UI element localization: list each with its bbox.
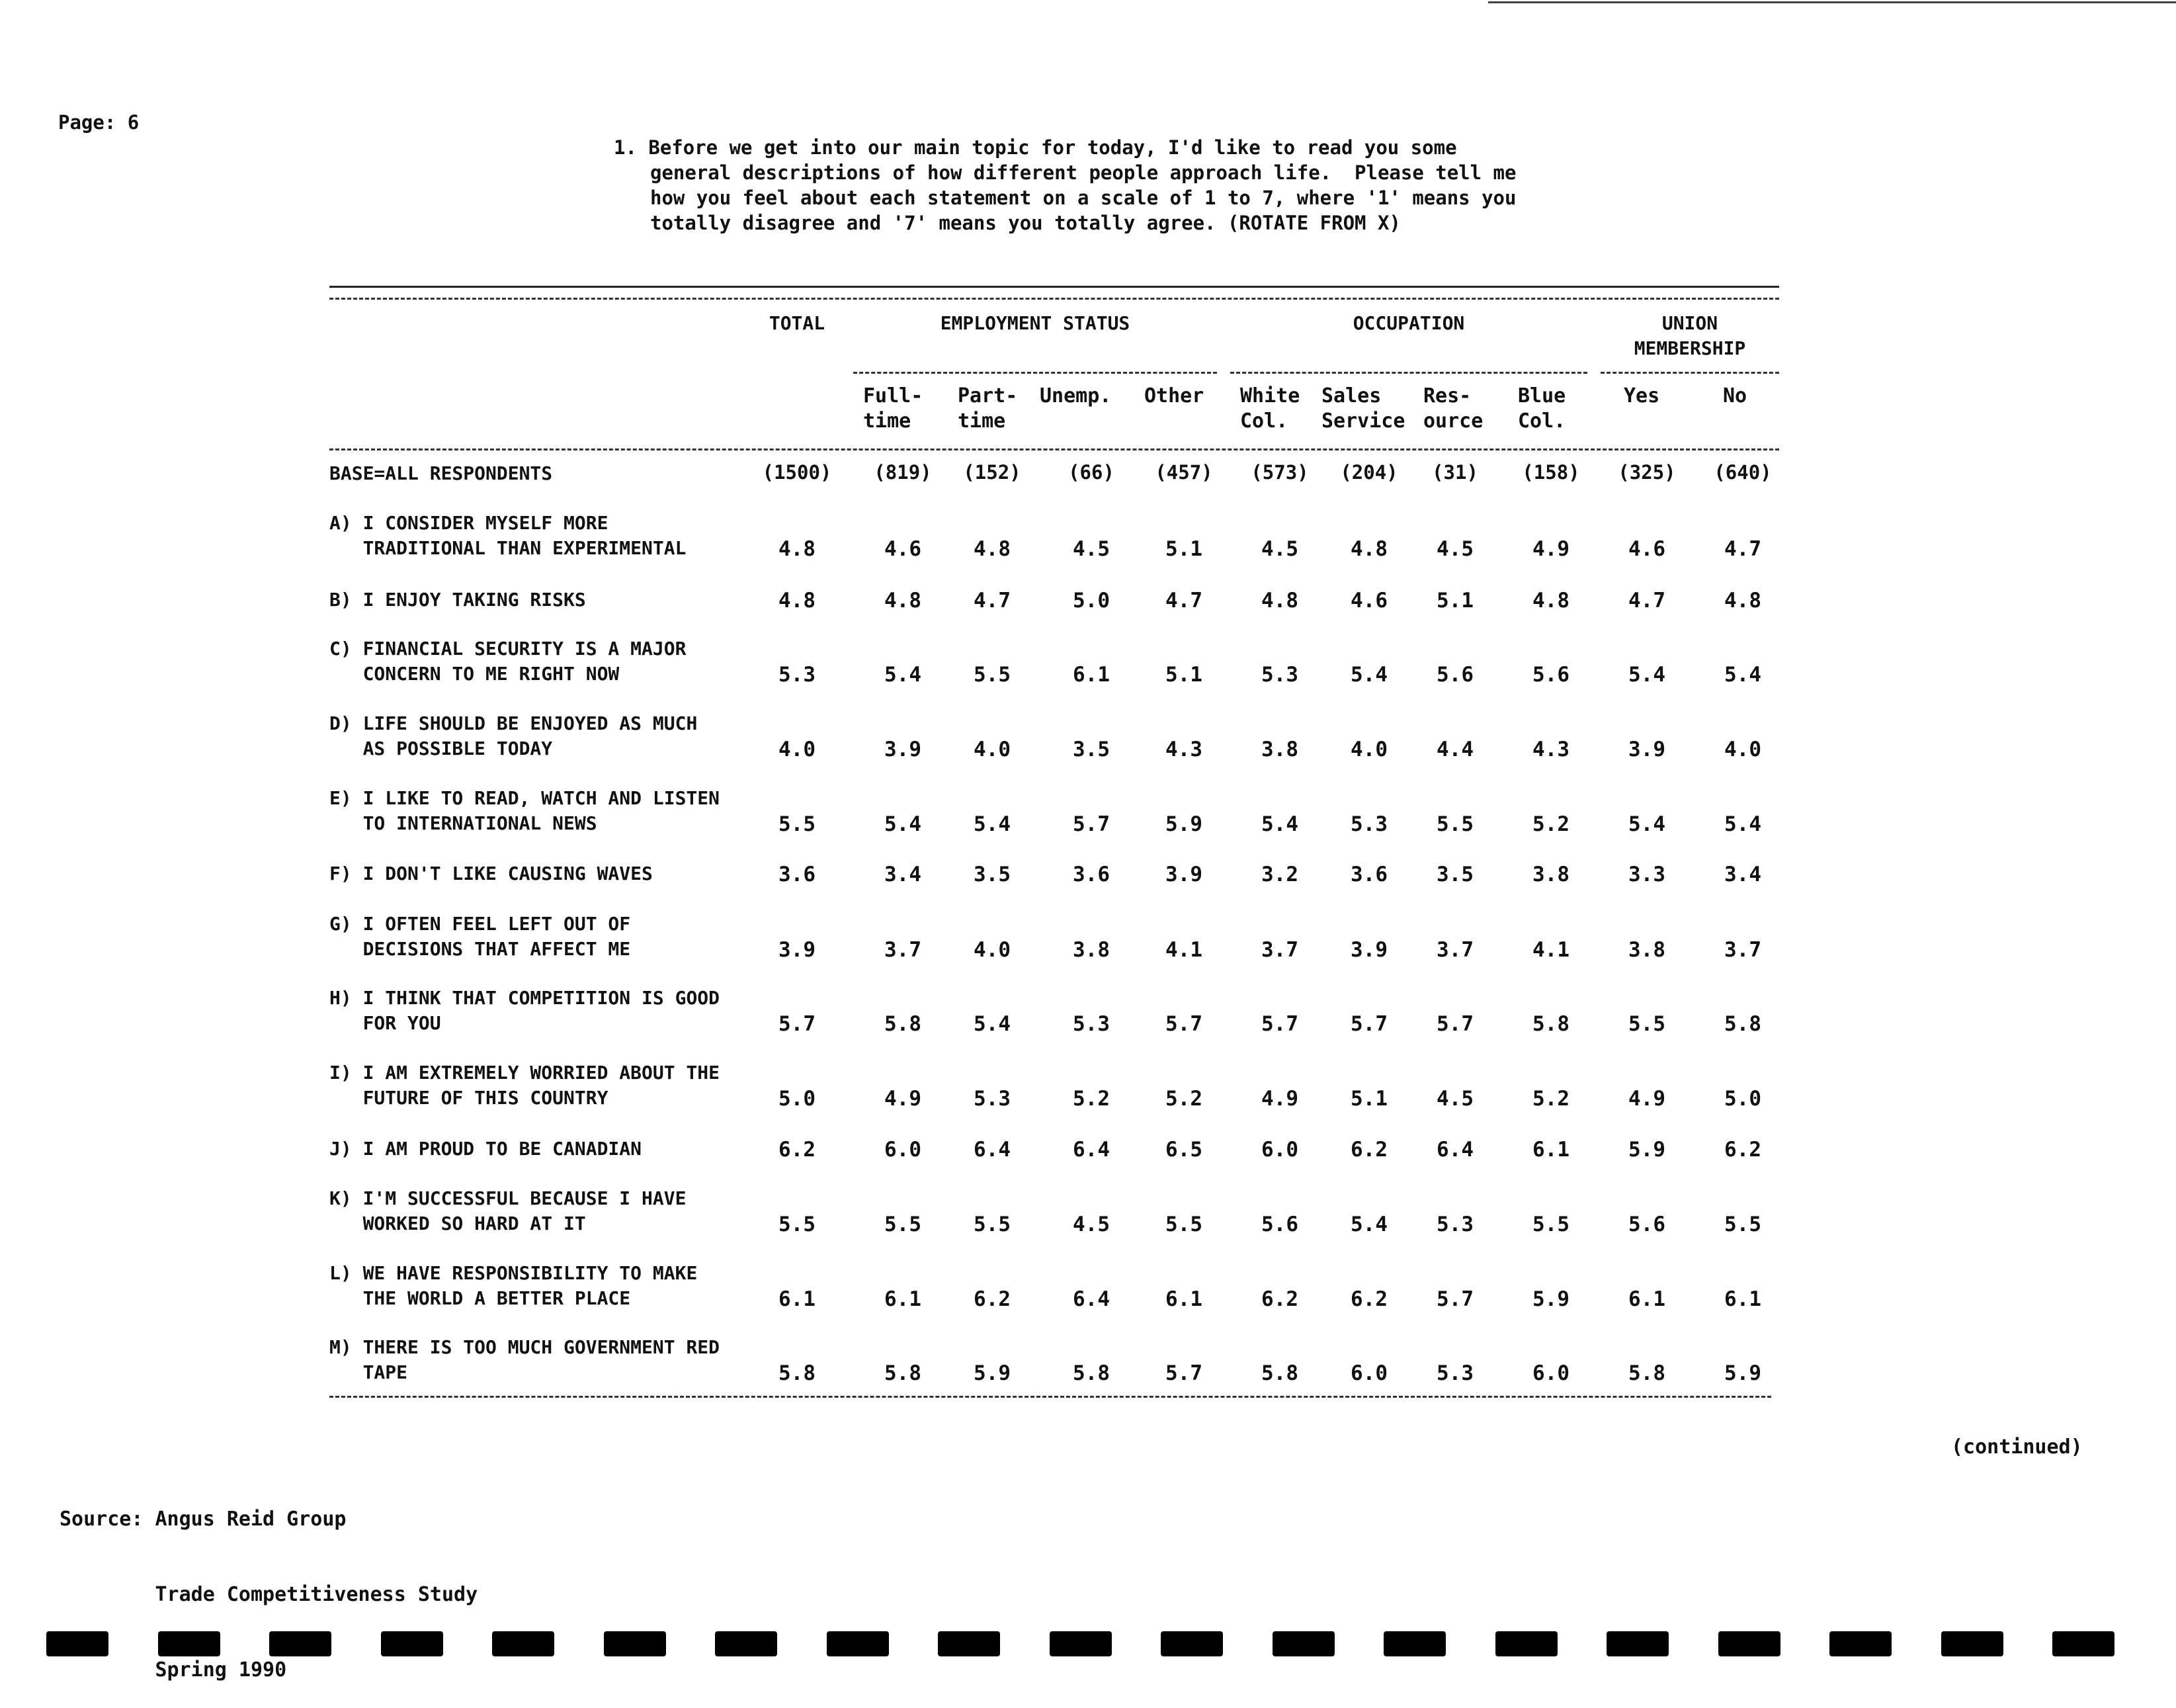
mean-score: 4.9 [1532, 537, 1569, 561]
mean-score: 3.7 [1261, 938, 1298, 962]
mean-score: 3.7 [1437, 938, 1474, 962]
mean-score: 5.2 [1532, 812, 1569, 836]
registration-mark [1829, 1631, 1892, 1656]
registration-mark [1161, 1631, 1223, 1656]
mean-score: 5.2 [1165, 1087, 1202, 1111]
mean-score: 5.7 [1437, 1287, 1474, 1311]
mean-score: 5.7 [1165, 1012, 1202, 1036]
mean-score: 5.7 [778, 1012, 816, 1036]
mean-score: 5.1 [1437, 589, 1474, 613]
occupation-underline [1230, 372, 1587, 374]
mean-score: 5.7 [1165, 1361, 1202, 1385]
mean-score: 5.1 [1351, 1087, 1388, 1111]
base-count: (152) [963, 461, 1021, 484]
mean-score: 5.5 [778, 1213, 816, 1236]
mean-score: 5.4 [1724, 812, 1761, 836]
mean-score: 5.8 [1532, 1012, 1569, 1036]
base-count: (31) [1432, 461, 1478, 484]
registration-mark [2052, 1631, 2114, 1656]
registration-mark [1495, 1631, 1558, 1656]
employment-underline [853, 372, 1217, 374]
mean-score: 3.9 [1628, 738, 1665, 761]
question-text [614, 135, 1573, 235]
mean-score: 4.9 [1628, 1087, 1665, 1111]
mean-score: 5.7 [1261, 1012, 1298, 1036]
source-note [60, 1457, 478, 1708]
mean-score: 6.2 [778, 1138, 816, 1162]
column-header: No [1723, 384, 1747, 407]
mean-score: 6.1 [1628, 1287, 1665, 1311]
mean-score: 5.6 [1532, 663, 1569, 687]
mean-score: 4.8 [1351, 537, 1388, 561]
mean-score: 3.9 [1165, 863, 1202, 886]
mean-score: 4.1 [1532, 938, 1569, 962]
registration-mark [1607, 1631, 1669, 1656]
column-header: Service [1321, 409, 1405, 433]
base-count: (819) [874, 461, 932, 484]
mean-score: 3.2 [1261, 863, 1298, 886]
registration-mark [1718, 1631, 1780, 1656]
column-header: White [1240, 384, 1300, 407]
mean-score: 6.1 [1165, 1287, 1202, 1311]
question-line: how you feel about each statement on a scale of 1 to 7, where '1' means you [650, 187, 1517, 209]
mean-score: 4.5 [1073, 1213, 1110, 1236]
registration-mark [381, 1631, 443, 1656]
mean-score: 6.4 [1437, 1138, 1474, 1162]
question-line: general descriptions of how different people approach life. Please tell me [650, 161, 1517, 184]
base-count: (457) [1155, 461, 1213, 484]
group-header-union [1601, 311, 1779, 361]
registration-mark [158, 1631, 220, 1656]
statement-label: E) I LIKE TO READ, WATCH AND LISTEN [329, 787, 720, 809]
mean-score: 3.7 [1724, 938, 1761, 962]
mean-score: 6.0 [1351, 1361, 1388, 1385]
base-label: BASE=ALL RESPONDENTS [329, 462, 553, 484]
group-header-union-line2: MEMBERSHIP [1634, 337, 1746, 359]
mean-score: 6.2 [1351, 1138, 1388, 1162]
column-header: Unemp. [1040, 384, 1112, 407]
mean-score: 5.5 [778, 812, 816, 836]
mean-score: 3.7 [884, 938, 921, 962]
mean-score: 4.6 [1628, 537, 1665, 561]
column-header: time [863, 409, 911, 433]
mean-score: 4.3 [1165, 738, 1202, 761]
mean-score: 4.4 [1437, 738, 1474, 761]
column-header: Yes [1624, 384, 1660, 407]
registration-mark [938, 1631, 1000, 1656]
base-count: (1500) [762, 461, 832, 484]
statement-label: K) I'M SUCCESSFUL BECAUSE I HAVE [329, 1187, 687, 1209]
statement-label: H) I THINK THAT COMPETITION IS GOOD [329, 987, 720, 1009]
column-header: Blue [1518, 384, 1566, 407]
mean-score: 3.6 [1073, 863, 1110, 886]
mean-score: 5.3 [1437, 1361, 1474, 1385]
registration-mark [1384, 1631, 1446, 1656]
mean-score: 3.8 [1261, 738, 1298, 761]
mean-score: 3.9 [884, 738, 921, 761]
mean-score: 3.8 [1628, 938, 1665, 962]
mean-score: 5.2 [1532, 1087, 1569, 1111]
mean-score: 4.8 [974, 537, 1011, 561]
mean-score: 4.5 [1261, 537, 1298, 561]
statement-label: G) I OFTEN FEEL LEFT OUT OF [329, 913, 631, 935]
mean-score: 3.6 [778, 863, 816, 886]
mean-score: 3.9 [778, 938, 816, 962]
group-header-occupation: OCCUPATION [1353, 312, 1465, 334]
mean-score: 5.3 [1073, 1012, 1110, 1036]
column-header: Col. [1240, 409, 1288, 433]
statement-label: TAPE [329, 1361, 408, 1383]
base-count: (158) [1522, 461, 1580, 484]
page-number: Page: 6 [58, 111, 140, 134]
mean-score: 5.1 [1165, 537, 1202, 561]
statement-label: AS POSSIBLE TODAY [329, 738, 553, 759]
group-header-total: TOTAL [769, 312, 825, 334]
mean-score: 4.0 [778, 738, 816, 761]
statement-label: FUTURE OF THIS COUNTRY [329, 1087, 608, 1109]
mean-score: 5.0 [1073, 589, 1110, 613]
registration-mark [604, 1631, 666, 1656]
mean-score: 4.6 [884, 537, 921, 561]
source-line: Source: Angus Reid Group [60, 1508, 347, 1531]
mean-score: 5.4 [884, 663, 921, 687]
mean-score: 5.6 [1261, 1213, 1298, 1236]
mean-score: 4.5 [1073, 537, 1110, 561]
mean-score: 6.1 [1532, 1138, 1569, 1162]
mean-score: 6.1 [884, 1287, 921, 1311]
mean-score: 4.5 [1437, 537, 1474, 561]
mean-score: 5.5 [974, 1213, 1011, 1236]
mean-score: 4.6 [1351, 589, 1388, 613]
continued-note: (continued) [1951, 1435, 2083, 1459]
mean-score: 5.4 [1261, 812, 1298, 836]
mean-score: 5.9 [1628, 1138, 1665, 1162]
mean-score: 4.7 [1724, 537, 1761, 561]
mean-score: 5.4 [884, 812, 921, 836]
registration-mark [1050, 1631, 1112, 1656]
mean-score: 5.5 [1165, 1213, 1202, 1236]
statement-label: M) THERE IS TOO MUCH GOVERNMENT RED [329, 1336, 720, 1358]
statement-label: D) LIFE SHOULD BE ENJOYED AS MUCH [329, 712, 698, 734]
mean-score: 3.8 [1073, 938, 1110, 962]
mean-score: 5.8 [1724, 1012, 1761, 1036]
mean-score: 5.5 [884, 1213, 921, 1236]
mean-score: 4.9 [884, 1087, 921, 1111]
column-header: Full- [863, 384, 923, 407]
mean-score: 4.8 [884, 589, 921, 613]
mean-score: 5.4 [1628, 663, 1665, 687]
mean-score: 3.5 [1437, 863, 1474, 886]
mean-score: 4.0 [1724, 738, 1761, 761]
mean-score: 5.5 [1628, 1012, 1665, 1036]
registration-mark [46, 1631, 108, 1656]
base-count: (640) [1714, 461, 1772, 484]
column-header: Sales [1321, 384, 1382, 407]
base-count: (573) [1251, 461, 1309, 484]
mean-score: 5.0 [1724, 1087, 1761, 1111]
mean-score: 4.8 [1724, 589, 1761, 613]
statement-label: TRADITIONAL THAN EXPERIMENTAL [329, 537, 687, 559]
column-header: ource [1423, 409, 1484, 433]
mean-score: 5.7 [1351, 1012, 1388, 1036]
mean-score: 5.4 [1351, 1213, 1388, 1236]
group-header-employment: EMPLOYMENT STATUS [940, 312, 1130, 334]
mean-score: 3.6 [1351, 863, 1388, 886]
statement-label: FOR YOU [329, 1012, 441, 1034]
registration-mark [269, 1631, 331, 1656]
statement-label: I) I AM EXTREMELY WORRIED ABOUT THE [329, 1062, 720, 1084]
mean-score: 4.7 [974, 589, 1011, 613]
mean-score: 5.6 [1628, 1213, 1665, 1236]
mean-score: 6.4 [974, 1138, 1011, 1162]
mean-score: 4.8 [1261, 589, 1298, 613]
mean-score: 3.8 [1532, 863, 1569, 886]
mean-score: 4.8 [778, 537, 816, 561]
registration-mark [1273, 1631, 1335, 1656]
statement-label: TO INTERNATIONAL NEWS [329, 812, 597, 834]
question-line: totally disagree and '7' means you totally agree. (ROTATE FROM X) [650, 212, 1401, 234]
mean-score: 6.1 [778, 1287, 816, 1311]
column-header: Other [1144, 384, 1204, 407]
mean-score: 3.5 [974, 863, 1011, 886]
mean-score: 5.7 [1437, 1012, 1474, 1036]
mean-score: 4.3 [1532, 738, 1569, 761]
scan-edge-line [1488, 1, 2176, 3]
statement-label: B) I ENJOY TAKING RISKS [329, 589, 586, 611]
statement-label: DECISIONS THAT AFFECT ME [329, 938, 631, 960]
mean-score: 5.5 [974, 663, 1011, 687]
mean-score: 5.0 [778, 1087, 816, 1111]
mean-score: 4.8 [1532, 589, 1569, 613]
mean-score: 6.2 [1724, 1138, 1761, 1162]
question-line: 1. Before we get into our main topic for today, I'd like to read you some [614, 136, 1457, 159]
mean-score: 5.4 [974, 1012, 1011, 1036]
mean-score: 4.0 [1351, 738, 1388, 761]
mean-score: 4.0 [974, 938, 1011, 962]
mean-score: 5.3 [1437, 1213, 1474, 1236]
mean-score: 5.8 [1261, 1361, 1298, 1385]
mean-score: 6.0 [1261, 1138, 1298, 1162]
mean-score: 5.8 [778, 1361, 816, 1385]
mean-score: 5.5 [1724, 1213, 1761, 1236]
mean-score: 4.7 [1165, 589, 1202, 613]
statement-label: F) I DON'T LIKE CAUSING WAVES [329, 863, 653, 884]
table-top-dashed-rule [329, 298, 1779, 300]
mean-score: 5.3 [778, 663, 816, 687]
mean-score: 5.4 [974, 812, 1011, 836]
mean-score: 5.4 [1724, 663, 1761, 687]
base-count: (66) [1068, 461, 1114, 484]
mean-score: 3.5 [1073, 738, 1110, 761]
mean-score: 5.9 [1165, 812, 1202, 836]
mean-score: 5.8 [1628, 1361, 1665, 1385]
mean-score: 5.2 [1073, 1087, 1110, 1111]
mean-score: 4.7 [1628, 589, 1665, 613]
mean-score: 4.8 [778, 589, 816, 613]
mean-score: 6.2 [1351, 1287, 1388, 1311]
mean-score: 5.3 [974, 1087, 1011, 1111]
statement-label: L) WE HAVE RESPONSIBILITY TO MAKE [329, 1262, 698, 1284]
mean-score: 6.1 [1724, 1287, 1761, 1311]
mean-score: 5.9 [1532, 1287, 1569, 1311]
mean-score: 6.1 [1073, 663, 1110, 687]
source-line: Trade Competitiveness Study [60, 1583, 478, 1606]
mean-score: 3.4 [884, 863, 921, 886]
mean-score: 6.4 [1073, 1287, 1110, 1311]
union-underline [1601, 372, 1779, 374]
mean-score: 5.7 [1073, 812, 1110, 836]
mean-score: 5.5 [1437, 812, 1474, 836]
mean-score: 5.3 [1351, 812, 1388, 836]
mean-score: 6.2 [1261, 1287, 1298, 1311]
mean-score: 4.1 [1165, 938, 1202, 962]
mean-score: 5.6 [1437, 663, 1474, 687]
statement-label: THE WORLD A BETTER PLACE [329, 1287, 631, 1309]
mean-score: 5.8 [884, 1012, 921, 1036]
mean-score: 3.4 [1724, 863, 1761, 886]
mean-score: 5.9 [1724, 1361, 1761, 1385]
mean-score: 6.5 [1165, 1138, 1202, 1162]
mean-score: 5.3 [1261, 663, 1298, 687]
group-header-union-line1: UNION [1661, 312, 1718, 334]
source-line: Spring 1990 [60, 1658, 287, 1682]
base-count: (325) [1618, 461, 1676, 484]
mean-score: 3.3 [1628, 863, 1665, 886]
registration-mark [715, 1631, 777, 1656]
table-top-rule [329, 286, 1779, 288]
registration-mark [492, 1631, 554, 1656]
statement-label: WORKED SO HARD AT IT [329, 1213, 586, 1234]
mean-score: 5.4 [1628, 812, 1665, 836]
statement-label: C) FINANCIAL SECURITY IS A MAJOR [329, 638, 687, 660]
table-bottom-rule [329, 1396, 1771, 1398]
mean-score: 4.5 [1437, 1087, 1474, 1111]
mean-score: 5.8 [1073, 1361, 1110, 1385]
registration-mark [1941, 1631, 2003, 1656]
mean-score: 6.0 [884, 1138, 921, 1162]
base-count: (204) [1340, 461, 1398, 484]
mean-score: 5.8 [884, 1361, 921, 1385]
column-header: Col. [1518, 409, 1566, 433]
header-bottom-rule [329, 448, 1779, 450]
mean-score: 6.2 [974, 1287, 1011, 1311]
mean-score: 6.4 [1073, 1138, 1110, 1162]
mean-score: 5.4 [1351, 663, 1388, 687]
registration-mark [827, 1631, 889, 1656]
statement-label: A) I CONSIDER MYSELF MORE [329, 512, 608, 534]
column-header: Part- [958, 384, 1018, 407]
column-header: Res- [1423, 384, 1472, 407]
mean-score: 4.0 [974, 738, 1011, 761]
mean-score: 5.1 [1165, 663, 1202, 687]
mean-score: 6.0 [1532, 1361, 1569, 1385]
column-header: time [958, 409, 1006, 433]
statement-label: CONCERN TO ME RIGHT NOW [329, 663, 620, 685]
mean-score: 3.9 [1351, 938, 1388, 962]
mean-score: 4.9 [1261, 1087, 1298, 1111]
mean-score: 5.5 [1532, 1213, 1569, 1236]
mean-score: 5.9 [974, 1361, 1011, 1385]
statement-label: J) I AM PROUD TO BE CANADIAN [329, 1138, 642, 1160]
